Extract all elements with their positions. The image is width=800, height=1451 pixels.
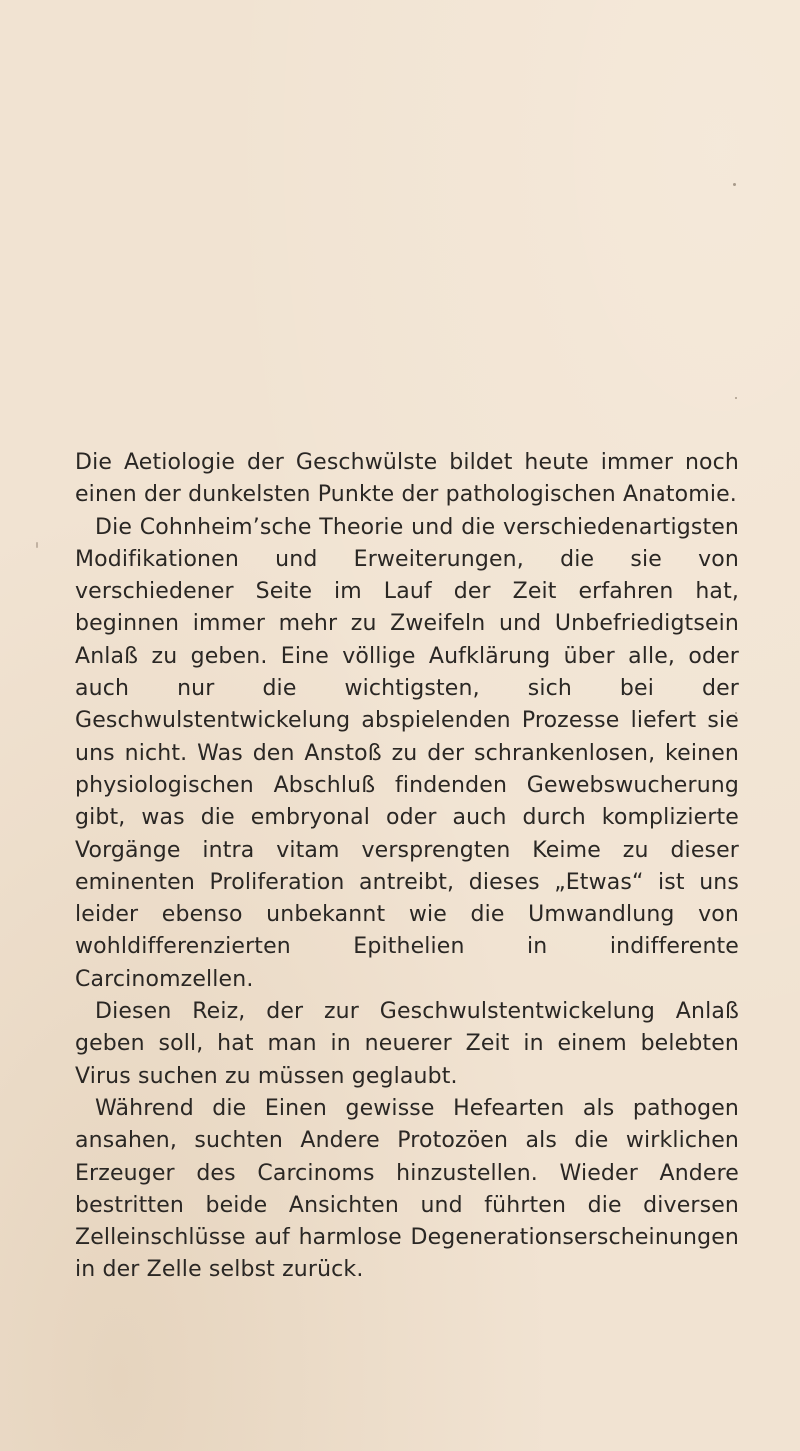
paper-speck	[36, 542, 38, 548]
body-text	[75, 447, 739, 1287]
paragraph-2: Die Cohnheim’sche Theorie und die verschiedenartigsten Modifikationen und Erweiterungen, die sie von verschiedener Seite im Lauf der Zeit erfahren hat, beginnen immer mehr zu Zweifeln und Unbefriedigtsein Anlaß zu geben. Eine völlige Aufklärung über alle, oder auch nur die wichtigsten, sich bei der Geschwulstentwickelung abspielenden Prozesse liefert sie uns nicht. Was den Anstoß zu der schrankenlosen, keinen physiologischen Abschluß findenden Gewebswucherung gibt, was die embryonal oder auch durch komplizierte Vorgänge intra vitam versprengten Keime zu dieser eminenten Proliferation antreibt, dieses „Etwas“ ist uns leider ebenso unbekannt wie die Umwandlung von wohldifferenzierten Epithelien in indifferente Carcinomzellen.	[75, 514, 739, 992]
paragraph-4: Während die Einen gewisse Hefearten als pathogen ansahen, suchten Andere Protozöen als die wirklichen Erzeuger des Carcinoms hinzustellen. Wieder Andere bestritten beide Ansichten und führten die diversen Zelleinschlüsse auf harmlose Degenerationserscheinungen in der Zelle selbst zurück.	[75, 1095, 739, 1283]
paragraph-1: Die Aetiologie der Geschwülste bildet heute immer noch einen der dunkelsten Punkte der pathologischen Anatomie.	[75, 450, 739, 508]
paper-speck	[735, 397, 737, 399]
paper-speck	[733, 183, 736, 186]
paragraph-3: Diesen Reiz, der zur Geschwulstentwickelung Anlaß geben soll, hat man in neuerer Zeit in einem belebten Virus suchen zu müssen geglaubt.	[75, 999, 739, 1089]
